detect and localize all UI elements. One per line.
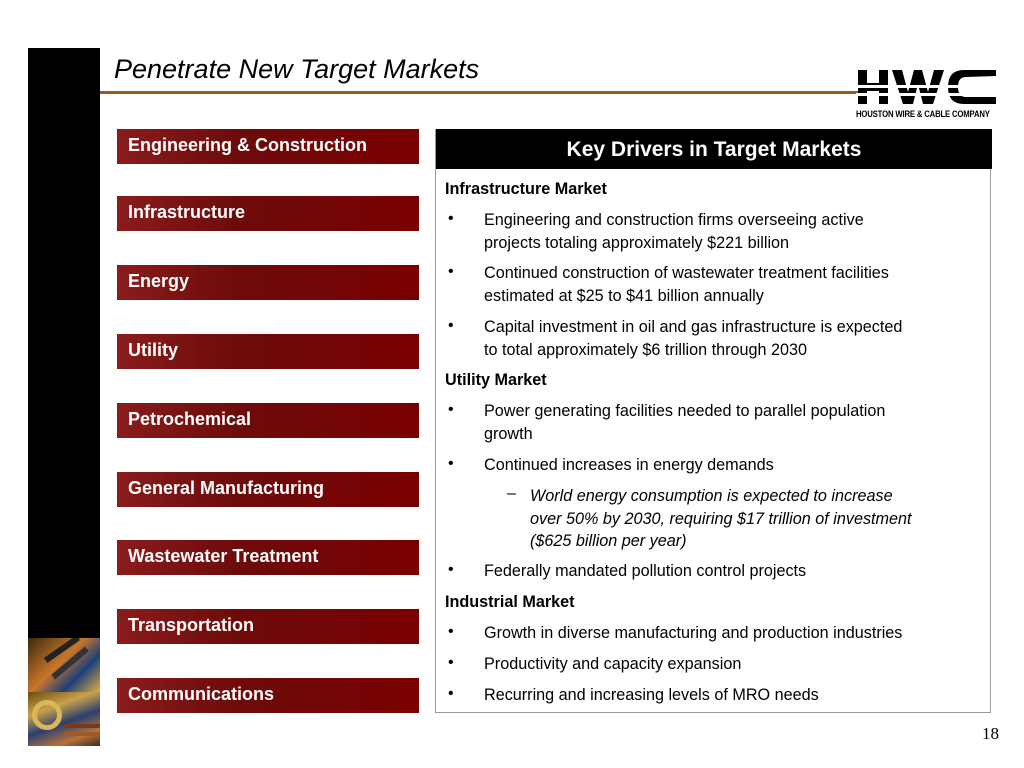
left-accent-bar (28, 48, 100, 638)
bullet-marker: • (448, 401, 454, 418)
bullet-marker: • (448, 263, 454, 280)
bullet-marker: • (448, 455, 454, 472)
title-underline (100, 91, 860, 94)
slide-title: Penetrate New Target Markets (114, 54, 480, 84)
panel-heading: Key Drivers in Target Markets (436, 129, 992, 169)
bullet-marker: • (448, 561, 454, 578)
bullet-text: Engineering and construction firms overseeing active projects totaling approximately $221 billion (484, 211, 864, 252)
bullet-text: Federally mandated pollution control projects (484, 562, 807, 580)
bullet-text: Continued construction of wastewater treatment facilities estimated at $25 to $41 billion annually (484, 264, 889, 305)
bullet-text: Power generating facilities needed to parallel population growth (484, 402, 886, 443)
bullet-marker: • (448, 654, 454, 671)
utility-heading: Utility Market (445, 371, 547, 389)
infrastructure-heading: Infrastructure Market (445, 180, 607, 198)
category-energy: Energy (117, 265, 419, 300)
bullet-marker: • (448, 210, 454, 227)
bullet-marker: • (448, 685, 454, 702)
bullet-marker: • (448, 317, 454, 334)
category-transportation: Transportation (117, 609, 419, 644)
bullet-text: Continued increases in energy demands (484, 456, 774, 474)
category-utility: Utility (117, 334, 419, 369)
category-communications: Communications (117, 678, 419, 713)
sub-bullet-text: World energy consumption is expected to increase over 50% by 2030, requiring $17 trillion of investment ($625 billion per year) (530, 487, 912, 550)
dash-marker: – (507, 485, 516, 502)
industrial-heading: Industrial Market (445, 593, 575, 611)
category-petrochemical: Petrochemical (117, 403, 419, 438)
company-name: HOUSTON WIRE & CABLE COMPANY (856, 109, 990, 119)
bullet-text: Capital investment in oil and gas infrastructure is expected to total approximately $6 trillion through 2030 (484, 318, 903, 359)
page-number: 18 (982, 724, 999, 743)
category-wastewater-treatment: Wastewater Treatment (117, 540, 419, 575)
bullet-text: Productivity and capacity expansion (484, 655, 742, 673)
bullet-marker: • (448, 623, 454, 640)
bullet-text: Recurring and increasing levels of MRO needs (484, 686, 819, 704)
category-infrastructure: Infrastructure (117, 196, 419, 231)
category-engineering-construction: Engineering & Construction (117, 129, 419, 164)
bullet-text: Growth in diverse manufacturing and production industries (484, 624, 903, 642)
category-general-manufacturing: General Manufacturing (117, 472, 419, 507)
cable-photo-image (28, 638, 100, 746)
